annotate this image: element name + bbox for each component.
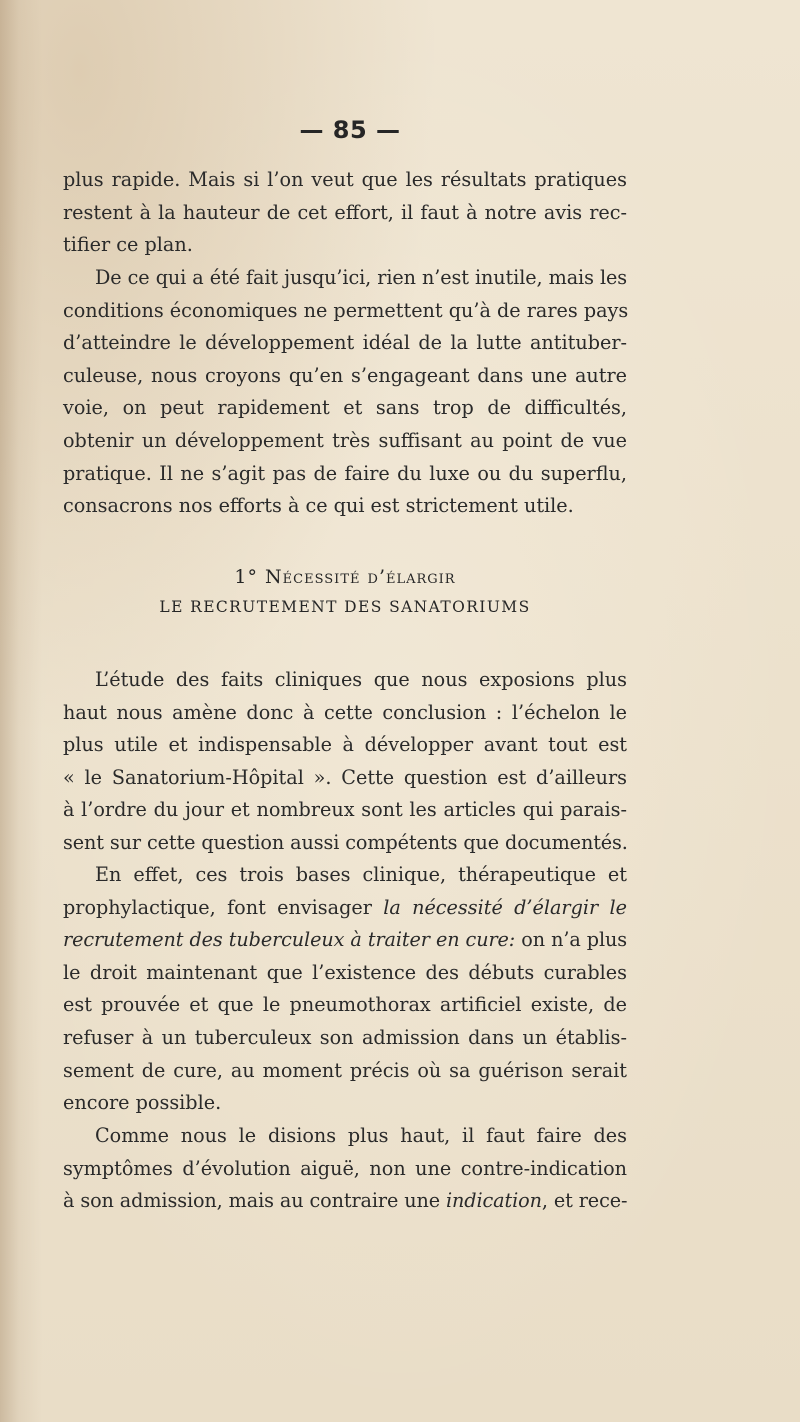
text-line: à l’ordre du jour et nombreux sont les articles qui parais- — [63, 798, 627, 822]
section-heading-line2: LE RECRUTEMENT DES SANATORIUMS — [159, 598, 531, 616]
text-line: sent sur cette question aussi compétents que documentés. — [63, 830, 628, 854]
text-line-mixed — [63, 924, 627, 957]
text-span: on n’a plus — [515, 928, 627, 952]
paragraph-en-effet — [63, 859, 627, 1120]
section-heading-line1: Nécessité d’élargir — [265, 566, 456, 588]
text-line: Comme nous le disions plus haut, il faut faire des — [95, 1124, 627, 1147]
text-line: tifier ce plan. — [63, 233, 193, 257]
text-line: culeuse, nous croyons qu’en s’engageant dans une autre — [63, 363, 627, 387]
text-line-mixed — [63, 892, 627, 925]
section-heading — [63, 562, 627, 622]
italic-span: la nécessité d’élargir le — [383, 895, 627, 919]
text-line: obtenir un développement très suffisant au point de vue — [63, 428, 627, 452]
text-line: plus utile et indispensable à développer avant tout est — [63, 733, 627, 757]
text-line: refuser à un tuberculeux son admission dans un établis- — [63, 1025, 627, 1049]
text-line: De ce qui a été fait jusqu’ici, rien n’est inutile, mais les — [95, 266, 627, 289]
text-line-mixed — [63, 1185, 627, 1218]
text-line: est prouvée et que le pneumothorax artificiel existe, de — [63, 993, 627, 1017]
text-line: haut nous amène donc à cette conclusion : l’échelon le — [63, 700, 627, 724]
page-edge-shadow — [0, 0, 42, 1422]
paragraph-etude — [63, 664, 627, 860]
text-line: L’étude des faits cliniques que nous exposions plus — [95, 668, 627, 691]
text-line: pratique. Il ne s’agit pas de faire du luxe ou du superflu, — [63, 461, 627, 485]
text-line: symptômes d’évolution aiguë, non une contre-indication — [63, 1156, 627, 1180]
text-span: , et rece- — [541, 1189, 628, 1213]
section-number: 1° — [234, 566, 258, 588]
page-number: — 85 — — [299, 116, 401, 144]
paragraph-conditions — [63, 262, 627, 523]
text-line: sement de cure, au moment précis où sa guérison serait — [63, 1058, 627, 1082]
italic-span: indication — [446, 1189, 542, 1213]
text-line: encore possible. — [63, 1091, 222, 1115]
text-line: voie, on peut rapidement et sans trop de difficultés, — [63, 396, 627, 420]
text-line: « le Sanatorium-Hôpital ». Cette question est d’ailleurs — [63, 765, 627, 789]
text-line: restent à la hauteur de cet effort, il faut à notre avis rec- — [63, 200, 627, 224]
paragraph-continuation — [63, 164, 627, 262]
section-heading-title — [63, 562, 627, 592]
text-line: En effet, ces trois bases clinique, thérapeutique et — [95, 863, 627, 886]
text-line: d’atteindre le développement idéal de la lutte antituber- — [63, 331, 627, 355]
paragraph-comme — [63, 1120, 627, 1218]
text-line: conditions économiques ne permettent qu’à de rares pays — [63, 298, 629, 322]
text-line: plus rapide. Mais si l’on veut que les résultats pratiques — [63, 168, 627, 191]
text-span: prophylactique, font envisager — [63, 895, 384, 919]
text-line: le droit maintenant que l’existence des débuts curables — [63, 960, 627, 984]
text-span: à son admission, mais au contraire une — [63, 1189, 447, 1213]
italic-span: recrutement des tuberculeux à traiter en cure: — [63, 928, 516, 952]
text-line: consacrons nos efforts à ce qui est strictement utile. — [63, 494, 574, 518]
